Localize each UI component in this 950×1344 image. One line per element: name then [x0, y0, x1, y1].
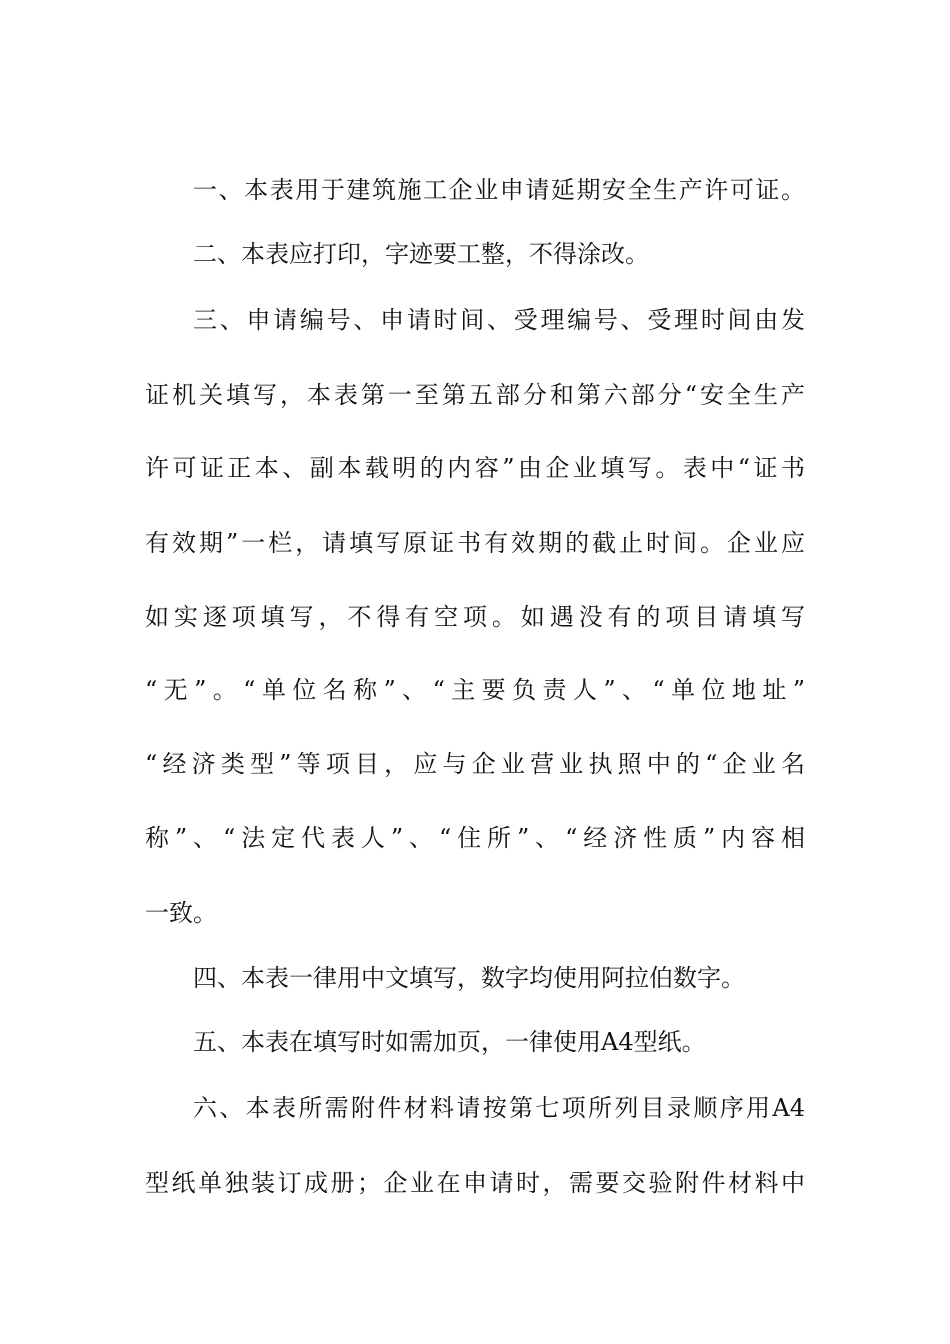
instruction-line-13: 五、本表在填写时如需加页，一律使用A4型纸。	[193, 1028, 706, 1056]
instruction-line-15: 型纸单独装订成册；企业在申请时，需要交验附件材料中	[145, 1169, 805, 1197]
instruction-line-2: 二、本表应打印，字迹要工整，不得涂改。	[193, 240, 649, 268]
instruction-line-14: 六、本表所需附件材料请按第七项所列目录顺序用A4	[193, 1094, 805, 1122]
instruction-line-9: “经济类型”等项目，应与企业营业执照中的“企业名	[145, 750, 805, 778]
instruction-line-11: 一致。	[145, 899, 217, 927]
instruction-line-12: 四、本表一律用中文填写，数字均使用阿拉伯数字。	[193, 964, 745, 992]
instruction-line-6: 有效期”一栏，请填写原证书有效期的截止时间。企业应	[145, 529, 805, 557]
instruction-line-10: 称”、“法定代表人”、“住所”、“经济性质”内容相	[145, 824, 805, 852]
instruction-line-3: 三、申请编号、申请时间、受理编号、受理时间由发	[193, 306, 805, 334]
instruction-line-7: 如实逐项填写，不得有空项。如遇没有的项目请填写	[145, 603, 805, 631]
instruction-line-8: “无”。“单位名称”、“主要负责人”、“单位地址”	[145, 676, 805, 704]
instruction-line-4: 证机关填写，本表第一至第五部分和第六部分“安全生产	[145, 381, 805, 409]
instruction-line-1: 一、本表用于建筑施工企业申请延期安全生产许可证。	[193, 176, 805, 204]
instruction-line-5: 许可证正本、副本载明的内容”由企业填写。表中“证书	[145, 454, 805, 482]
